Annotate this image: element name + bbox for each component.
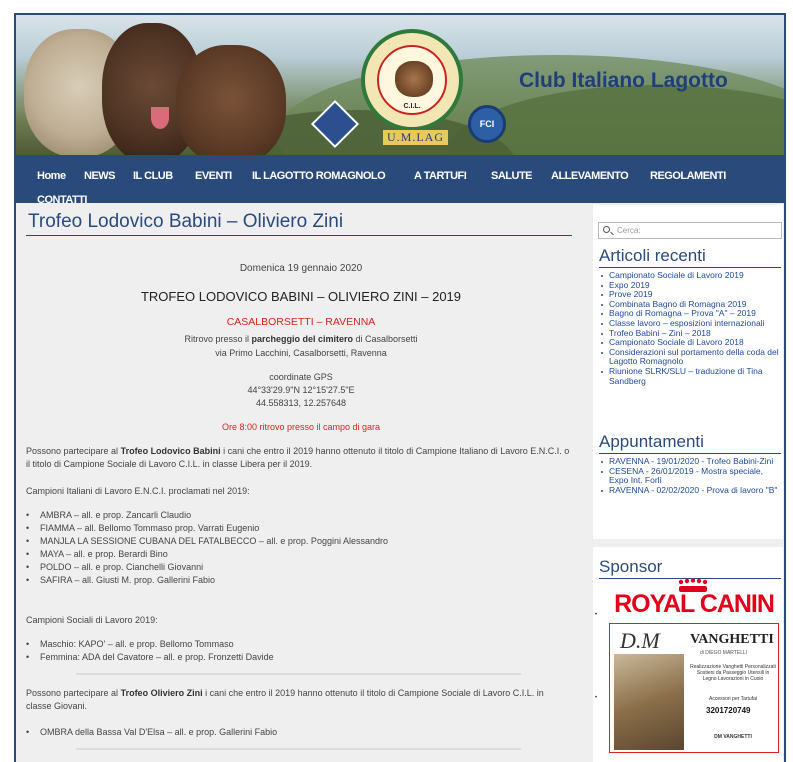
- vanghetti-sponsor-ad[interactable]: [609, 623, 779, 753]
- vanghetti-monogram: D.M: [620, 628, 660, 653]
- recent-posts-list: [599, 271, 781, 386]
- sidebar-panel: [593, 205, 783, 539]
- vanghetti-name: VANGHETTI: [690, 632, 774, 647]
- time-note: Ore 8:00 ritrovo presso il campo di gara: [221, 422, 381, 432]
- bullet-marker: •: [595, 612, 598, 618]
- para-text: Possono partecipare al: [26, 688, 121, 698]
- vanghetti-brand: DM VANGHETTI: [714, 734, 752, 740]
- royal-canin-logo[interactable]: ROYAL CANIN: [614, 590, 774, 618]
- lagotto-dog-image: [176, 45, 286, 155]
- recent-post-link[interactable]: Combinata Bagno di Romagna 2019: [599, 300, 781, 310]
- appointment-link[interactable]: RAVENNA - 02/02/2020 - Prova di lavoro "B": [599, 486, 781, 496]
- meeting-point: [26, 334, 576, 344]
- gps-label: coordinate GPS: [269, 372, 333, 382]
- meet-text: di Casalborsetti: [353, 334, 418, 344]
- fci-logo-icon: FCI: [468, 105, 506, 143]
- enci-intro: Campioni Italiani di Lavoro E.N.C.I. proclamati nel 2019:: [26, 486, 250, 496]
- section-divider: [76, 673, 521, 675]
- nav-lagotto-romagnolo[interactable]: IL LAGOTTO ROMAGNOLO: [252, 170, 386, 182]
- gps-decimal: 44.558313, 12.257648: [255, 398, 347, 408]
- meeting-address: via Primo Lacchini, Casalborsetti, Ravenna: [215, 348, 387, 358]
- nav-news[interactable]: NEWS: [84, 170, 115, 182]
- nav-salute[interactable]: SALUTE: [491, 170, 532, 182]
- bullet-marker: •: [595, 695, 598, 701]
- recent-post-link[interactable]: Riunione SLRK/SLU – traduzione di Tina Sandberg: [599, 367, 781, 386]
- list-item: • POLDO – all. e prop. Cianchelli Giovanni: [26, 562, 203, 572]
- recent-post-link[interactable]: Trofeo Babini – Zini – 2018: [599, 329, 781, 339]
- meet-bold: parcheggio del cimitero: [251, 334, 354, 344]
- vanghetti-contact-label: Accessori per Tartufai: [709, 696, 757, 702]
- page-container: [14, 13, 786, 762]
- dog-tongue: [151, 107, 169, 129]
- para-bold: Trofeo Lodovico Babini: [120, 446, 221, 456]
- para-bold: Trofeo Oliviero Zini: [120, 688, 203, 698]
- nav-contatti[interactable]: CONTATTI: [37, 194, 87, 206]
- nav-eventi[interactable]: EVENTI: [195, 170, 232, 182]
- dog-face-icon: [395, 61, 433, 97]
- vanghetti-phone: 3201720749: [706, 706, 751, 715]
- sidebar: [593, 205, 783, 762]
- title-divider: [26, 235, 572, 236]
- list-item: • FIAMMA – all. Bellomo Tommaso prop. Varrati Eugenio: [26, 523, 259, 533]
- para-text: Possono partecipare al: [26, 446, 121, 456]
- widget-divider: [599, 267, 781, 268]
- search-icon: [603, 226, 610, 233]
- list-item: • MAYA – all. e prop. Berardi Bino: [26, 549, 168, 559]
- club-logo[interactable]: [361, 29, 463, 131]
- logo-inner: [377, 45, 447, 115]
- post-date: Domenica 19 gennaio 2020: [239, 263, 363, 274]
- appointments-title: Appuntamenti: [599, 432, 704, 451]
- gps-dms: 44°33'29.9"N 12°15'27.5"E: [247, 385, 355, 395]
- list-item: • OMBRA della Bassa Val D'Elsa – all. e prop. Gallerini Fabio: [26, 727, 277, 737]
- recent-post-link[interactable]: Expo 2019: [599, 281, 781, 291]
- appointment-link[interactable]: RAVENNA - 19/01/2020 - Trofeo Babini-Zini: [599, 457, 781, 467]
- para-text: i cani che entro il 2019 hanno ottenuto il titolo di Campione Sociale di Lavoro C.I.L. in classe Giovani.: [26, 688, 544, 711]
- recent-posts-title: Articoli recenti: [599, 246, 706, 265]
- main-nav: [16, 155, 784, 206]
- list-item: • Maschio: KAPO' – all. e prop. Bellomo Tommaso: [26, 639, 234, 649]
- section-divider: [76, 748, 521, 750]
- vanghetti-description: Realizzazione Vanghetti Personalizzati Sostieni da Passeggio Utensili in Legno Lavorazioni in Cuoio: [690, 664, 776, 682]
- header-banner: [16, 15, 784, 155]
- post-heading: TROFEO LODOVICO BABINI – OLIVIERO ZINI – 2019: [140, 289, 462, 304]
- social-intro: Campioni Sociali di Lavoro 2019:: [26, 615, 158, 625]
- recent-post-link[interactable]: Bagno di Romagna – Prova "A" – 2019: [599, 309, 781, 319]
- vanghetti-photo: [614, 654, 684, 750]
- umlag-badge: U.M.LAG: [383, 130, 448, 145]
- nav-regolamenti[interactable]: REGOLAMENTI: [650, 170, 726, 182]
- nav-home[interactable]: Home: [37, 170, 66, 182]
- list-item: • MANJLA LA SESSIONE CUBANA DEL FATALBECCO – all. e prop. Poggini Alessandro: [26, 536, 388, 546]
- nav-tartufi[interactable]: A TARTUFI: [414, 170, 467, 182]
- zini-paragraph: [26, 687, 571, 713]
- recent-post-link[interactable]: Prove 2019: [599, 290, 781, 300]
- vanghetti-owner: di DIEGO MARTELLI: [700, 650, 748, 656]
- list-item: • SAFIRA – all. Giusti M. prop. Gallerini Fabio: [26, 575, 215, 585]
- meet-text: Ritrovo presso il: [184, 334, 252, 344]
- list-item: • AMBRA – all. e prop. Zancarli Claudio: [26, 510, 191, 520]
- appointment-link[interactable]: CESENA - 26/01/2019 - Mostra speciale, Expo Int. Forlì: [599, 467, 781, 486]
- site-title[interactable]: Club Italiano Lagotto: [519, 69, 728, 92]
- recent-post-link[interactable]: Campionato Sociale di Lavoro 2018: [599, 338, 781, 348]
- sponsor-title: Sponsor: [599, 557, 663, 576]
- nav-il-club[interactable]: IL CLUB: [133, 170, 173, 182]
- search-input[interactable]: [598, 222, 782, 239]
- recent-post-link[interactable]: Considerazioni sul portamento della coda del Lagotto Romagnolo: [599, 348, 781, 367]
- nav-allevamento[interactable]: ALLEVAMENTO: [551, 170, 629, 182]
- appointments-list: [599, 457, 781, 495]
- post-title: Trofeo Lodovico Babini – Oliviero Zini: [28, 211, 344, 232]
- para-text: i cani che entro il 2019 hanno ottenuto il titolo di Campione Italiano di Lavoro E.N.C.I. o il titolo di Campione Sociale di Lavoro C.I.L. in classe Libera per il 2019.: [26, 446, 570, 469]
- widget-divider: [599, 453, 781, 454]
- recent-post-link[interactable]: Classe lavoro – esposizioni internazionali: [599, 319, 781, 329]
- recent-post-link[interactable]: Campionato Sociale di Lavoro 2019: [599, 271, 781, 281]
- list-item: • Femmina: ADA del Cavatore – all. e prop. Fronzetti Davide: [26, 652, 274, 662]
- logo-text: C.I.L.: [403, 103, 421, 110]
- search-placeholder: Cerca:: [617, 226, 641, 235]
- post-location: CASALBORSETTI – RAVENNA: [226, 316, 376, 328]
- post-content: [16, 203, 588, 762]
- babini-paragraph: [26, 445, 571, 471]
